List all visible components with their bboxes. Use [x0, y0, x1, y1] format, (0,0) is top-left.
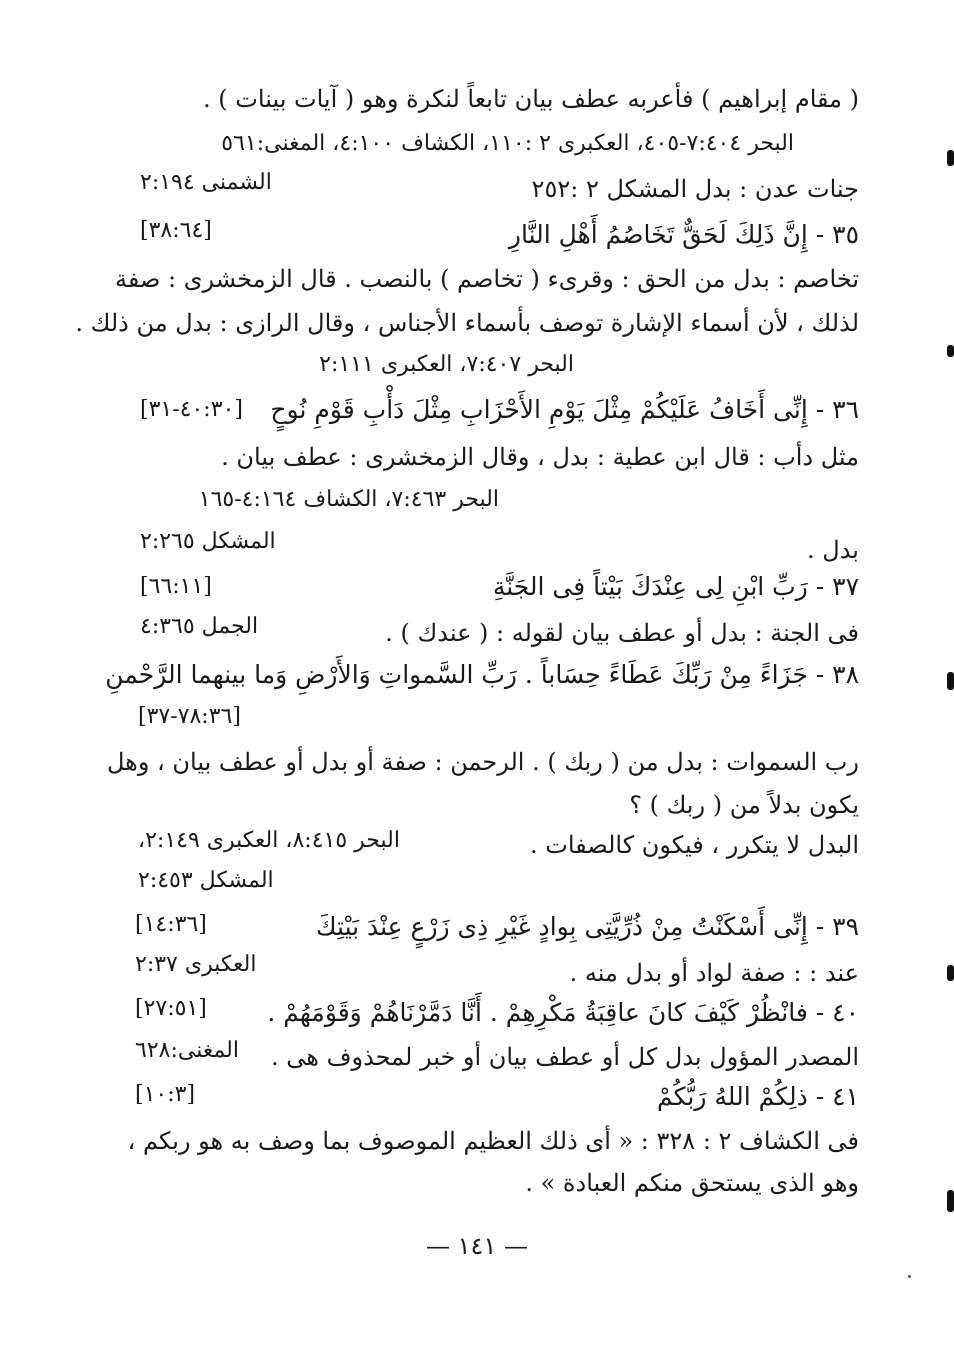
verse-line: ٣٦ - إِنِّى أَخَافُ عَلَيْكُمْ مِثْلَ يَوْمِ الأَحْزَابِ مِثْلَ دَأْبِ قَوْمِ نُوحٍ [270, 395, 859, 424]
verse-reference: [٢٧:٥١] [135, 996, 207, 1021]
margin-mark [947, 150, 954, 166]
verse-reference: [٤٠:٣٠-٣١] [140, 397, 243, 422]
text-line: المصدر المؤول بدل كل أو عطف بيان أو خبر لمحذوف هى . [271, 1043, 859, 1071]
margin-mark [947, 672, 954, 690]
reference-note: المشكل ٢:٢٦٥ [140, 529, 276, 554]
text-line: لذلك ، لأن أسماء الإشارة توصف بأسماء الأجناس ، وقال الرازى : بدل من ذلك . [75, 309, 859, 337]
verse-line: ٣٩ - إِنِّى أَسْكَنْتُ مِنْ ذُرِّيَّتِى بِوادٍ غَيْرِ ذِى زَرْعٍ عِنْدَ بَيْتِكَ [315, 912, 859, 941]
verse-line: ٣٨ - جَزَاءً مِنْ رَبِّكَ عَطَاءً حِسَاباً . رَبِّ السَّمواتِ وَالأَرْضِ وَما بينهما الرَّحْمنِ [105, 660, 859, 689]
text-line: رب السموات : بدل من ( ربك ) . الرحمن : صفة أو بدل أو عطف بيان ، وهل [107, 748, 859, 776]
margin-mark [947, 965, 954, 981]
text-line: البدل لا يتكرر ، فيكون كالصفات . [529, 831, 859, 859]
verse-reference: [٦٦:١١] [140, 574, 212, 599]
verse-line: ٣٧ - رَبِّ ابْنِ لِى عِنْدَكَ بَيْتاً فِى الجَنَّةِ [492, 572, 859, 601]
text-line: جنات عدن : بدل المشكل ٢ :٢٥٢ [531, 175, 859, 203]
text-line: فى الكشاف ٢ : ٣٢٨ : « أى ذلك العظيم الموصوف بما وصف به هو ربكم ، [127, 1127, 859, 1155]
text-line: مثل دأب : قال ابن عطية : بدل ، وقال الزمخشرى : عطف بيان . [221, 443, 859, 471]
reference-line: البحر ٧:٤٦٣، الكشاف ٤:١٦٤-١٦٥ [198, 487, 499, 512]
reference-note: المشكل ٢:٤٥٣ [138, 868, 274, 893]
text-line: ( مقام إبراهيم ) فأعربه عطف بيان تابعاً لنكرة وهو ( آيات بينات ) . [203, 85, 859, 113]
text-line: وهو الذى يستحق منكم العبادة » . [525, 1169, 859, 1197]
verse-line: ٤٠ - فانْظُرْ كَيْفَ كانَ عاقِبَةُ مَكْرِهِمْ . أَنَّا دَمَّرْنَاهُمْ وَقَوْمَهُمْ . [267, 998, 859, 1027]
reference-note: المغنى:٦٢٨ [135, 1038, 239, 1063]
margin-mark [947, 345, 954, 357]
verse-reference: [١٤:٣٦] [135, 912, 207, 937]
page-number: — ١٤١ — [426, 1232, 528, 1260]
verse-reference: [١٠:٣] [135, 1082, 196, 1107]
verse-reference: [٧٨:٣٦-٣٧] [138, 704, 241, 729]
margin-mark [947, 1190, 954, 1212]
text-line: بدل . [807, 536, 859, 564]
reference-line: البحر ٧:٤٠٧، العكبرى ٢:١١١ [319, 352, 574, 377]
text-line: تخاصم : بدل من الحق : وقرىء ( تخاصم ) بالنصب . قال الزمخشرى : صفة [115, 265, 859, 293]
reference-note: العكبرى ٢:٣٧ [135, 952, 257, 977]
reference-note: الجمل ٤:٣٦٥ [140, 614, 259, 639]
text-line: عند : : صفة لواد أو بدل منه . [569, 959, 859, 987]
verse-reference: [٣٨:٦٤] [140, 218, 212, 243]
scan-speck [908, 1275, 911, 1278]
reference-note: البحر ٨:٤١٥، العكبرى ٢:١٤٩، [138, 828, 400, 853]
reference-note: الشمنى ٢:١٩٤ [140, 170, 272, 195]
text-line: يكون بدلاً من ( ربك ) ؟ [629, 791, 859, 819]
reference-line: البحر ٧:٤٠٤-٤٠٥، العكبرى ٢ :١١٠، الكشاف ٤:١٠٠، المغنى:٥٦١ [221, 131, 794, 156]
verse-line: ٣٥ - إِنَّ ذَلِكَ لَحَقٌّ تَخَاصُمُ أَهْلِ النَّارِ [508, 220, 859, 249]
verse-line: ٤١ - ذلِكُمْ اللهُ رَبُّكُمْ [656, 1082, 859, 1111]
text-line: فى الجنة : بدل أو عطف بيان لقوله : ( عندك ) . [385, 619, 859, 647]
